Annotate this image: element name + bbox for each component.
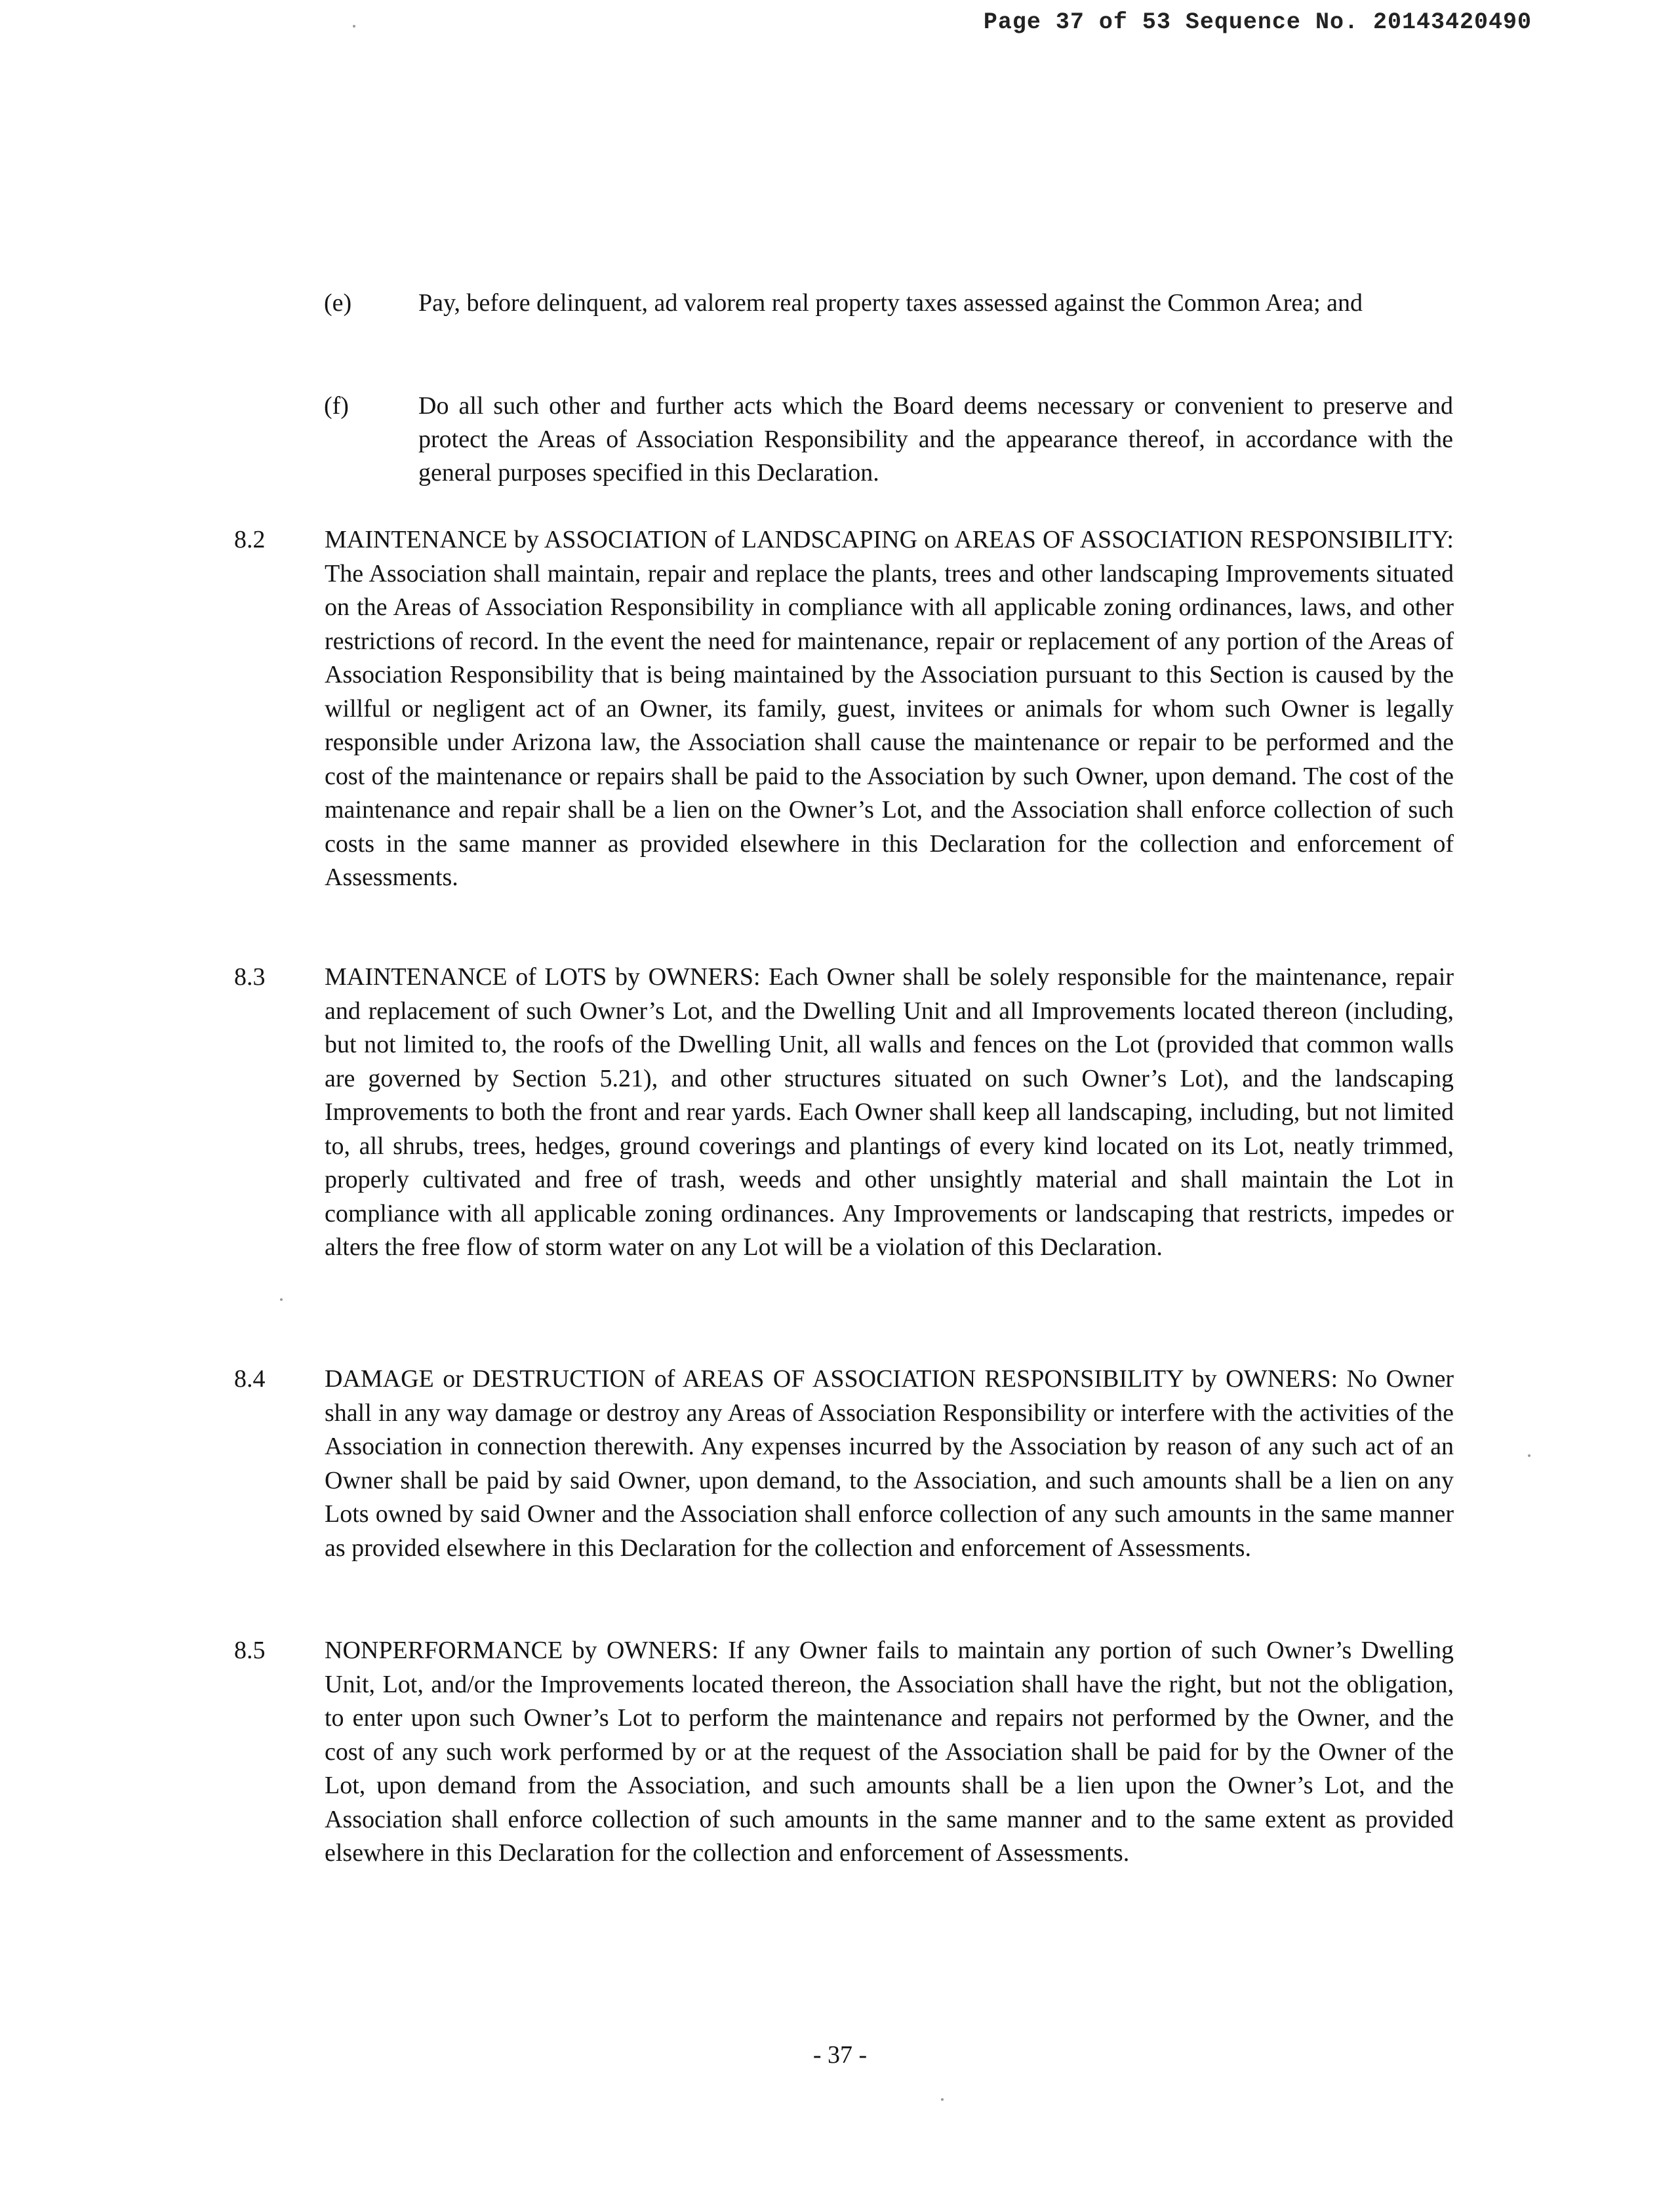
subitem-text: Pay, before delinquent, ad valorem real property taxes assessed against the Common Area; and bbox=[418, 289, 1363, 317]
section-8-3 bbox=[234, 961, 1454, 1265]
section-8-2 bbox=[234, 523, 1454, 895]
scan-speck bbox=[941, 2098, 944, 2101]
subitem-f bbox=[324, 389, 1453, 490]
scan-speck bbox=[353, 25, 355, 28]
section-number: 8.2 bbox=[234, 526, 266, 553]
scan-speck bbox=[280, 1298, 283, 1301]
section-8-4 bbox=[234, 1363, 1454, 1565]
section-text: DAMAGE or DESTRUCTION of AREAS OF ASSOCIATION RESPONSIBILITY by OWNERS: No Owner shall in any way damage or destroy any Areas of Association Responsibility or interfere with the activities of the Association in connection therewith. Any expenses incurred by the Association by reason of any such act of an Owner shall be paid by said Owner, upon demand, to the Association, and such amounts shall be a lien on any Lots owned by said Owner and the Association shall enforce collection of any such amounts in the same manner as provided elsewhere in this Declaration for the collection and enforcement of Assessments. bbox=[325, 1365, 1454, 1562]
section-number: 8.5 bbox=[234, 1637, 266, 1664]
subitem-e bbox=[324, 287, 1453, 320]
section-number: 8.3 bbox=[234, 963, 266, 991]
subitem-label: (e) bbox=[324, 289, 352, 317]
page-number: - 37 - bbox=[812, 2041, 868, 2069]
section-text: MAINTENANCE by ASSOCIATION of LANDSCAPING on AREAS OF ASSOCIATION RESPONSIBILITY: The Association shall maintain, repair and replace the plants, trees and other landscaping Improvements situated on the Areas of Association Responsibility in compliance with all applicable zoning ordinances, laws, and other restrictions of record. In the event the need for maintenance, repair or replacement of any portion of the Areas of Association Responsibility that is being maintained by the Association pursuant to this Section is caused by the willful or negligent act of an Owner, its family, guest, invitees or animals for whom such Owner is legally responsible under Arizona law, the Association shall cause the maintenance or repair to be performed and the cost of the maintenance or repairs shall be paid to the Association by such Owner, upon demand. The cost of the maintenance and repair shall be a lien on the Owner’s Lot, and the Association shall enforce collection of such costs in the same manner as provided elsewhere in this Declaration for the collection and enforcement of Assessments. bbox=[325, 526, 1454, 891]
subitem-text: Do all such other and further acts which the Board deems necessary or convenient to preserve and protect the Areas of Association Responsibility and the appearance thereof, in accordance with the general purposes specified in this Declaration. bbox=[418, 392, 1453, 487]
section-text: NONPERFORMANCE by OWNERS: If any Owner fails to maintain any portion of such Owner’s Dwelling Unit, Lot, and/or the Improvements located thereon, the Association shall have the right, but not the obligation, to enter upon such Owner’s Lot to perform the maintenance and repairs not performed by the Owner, and the cost of any such work performed by or at the request of the Association shall be paid for by the Owner of the Lot, upon demand from the Association, and such amounts shall be a lien upon the Owner’s Lot, and the Association shall enforce collection of such amounts in the same manner and to the same extent as provided elsewhere in this Declaration for the collection and enforcement of Assessments. bbox=[325, 1637, 1454, 1867]
section-number: 8.4 bbox=[234, 1365, 266, 1393]
section-8-5 bbox=[234, 1634, 1454, 1871]
page-sequence-stamp: Page 37 of 53 Sequence No. 20143420490 bbox=[983, 9, 1532, 35]
section-text: MAINTENANCE of LOTS by OWNERS: Each Owner shall be solely responsible for the maintenance, repair and replacement of such Owner’s Lot, and the Dwelling Unit and all Improvements located thereon (including, but not limited to, the roofs of the Dwelling Unit, all walls and fences on the Lot (provided that common walls are governed by Section 5.21), and other structures situated on such Owner’s Lot), and the landscaping Improvements to both the front and rear yards. Each Owner shall keep all landscaping, including, but not limited to, all shrubs, trees, hedges, ground coverings and plantings of every kind located on its Lot, neatly trimmed, properly cultivated and free of trash, weeds and other unsightly material and shall maintain the Lot in compliance with all applicable zoning ordinances. Any Improvements or landscaping that restricts, impedes or alters the free flow of storm water on any Lot will be a violation of this Declaration. bbox=[325, 963, 1454, 1261]
scan-speck bbox=[1528, 1454, 1530, 1457]
subitem-label: (f) bbox=[324, 392, 349, 420]
